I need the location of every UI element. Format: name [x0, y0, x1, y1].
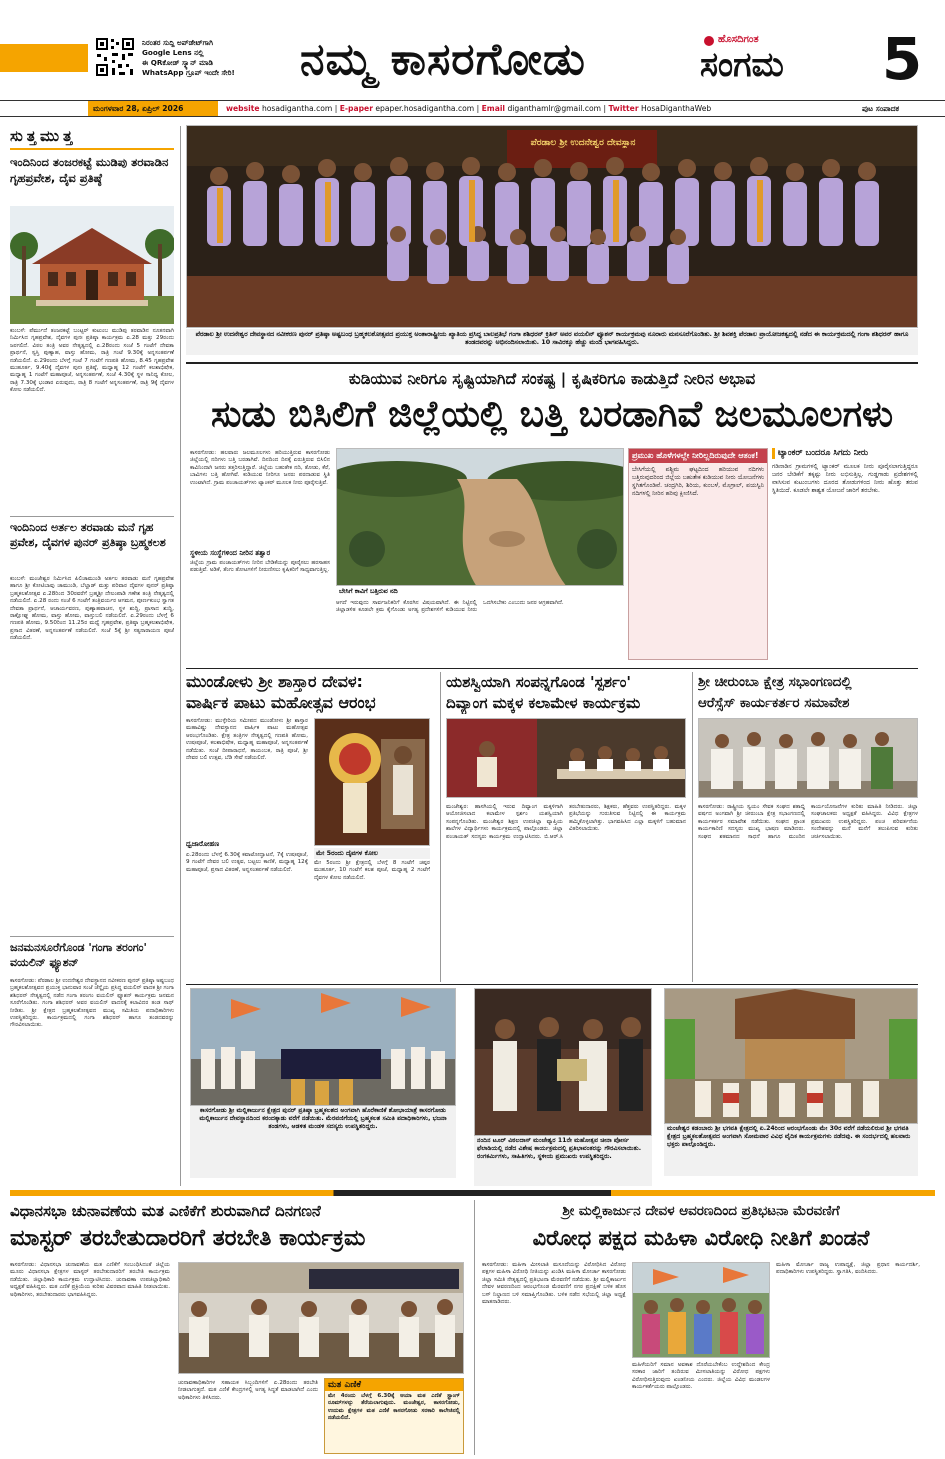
email-label: Email [481, 104, 506, 113]
mid-headline: ಯಶಸ್ವಿಯಾಗಿ ಸಂಪನ್ನಗೊಂಡ 'ಸ್ಪರ್ಶಂ' [446, 673, 631, 691]
sidebar [10, 126, 174, 1186]
training-photo [178, 1262, 464, 1374]
lead-photo [186, 125, 918, 328]
water-col1b: ಜಿಲ್ಲೆಯ ಗ್ರಾಮ ಪಂಚಾಯತ್‌ಗಳು ನೀರಿನ ಬೇಡಿಕೆಯನ್ನು ಪೂರೈಸಲು ಹರಸಾಹಸ ಪಡುತ್ತಿವೆ. ಅಡಿಕೆ, ತೆಂಗು ತೋಟಗಳಿಗೆ ನೀರುಣಿಸಲು ಕೃಷಿಕರಿಗೆ ಸಾಧ್ಯವಾಗುತ್ತಿಲ್ಲ. [190, 560, 330, 574]
story-body: ಕಾಸರಗೋಡು: ಪೆರಡಾಲ ಶ್ರೀ ಉದನೇಶ್ವರ ದೇವಸ್ಥಾನದ ನವೀಕರಣ ಪುನರ್ ಪ್ರತಿಷ್ಠಾ ಅಷ್ಟಬಂಧ ಬ್ರಹ್ಮಕಲಶೋತ್ಸವದ ಪ್ರಯುಕ್ತ ಭಾನುವಾರ ಸಂಜೆ ಚೆನ್ನೈಯ ಪ್ರಸಿದ್ಧ ವಯಲಿನ್ ವಾದಕ ಶ್ರೀ ಗಂಗಾ ಶಶಿಧರನ್ ನೇತೃತ್ವದಲ್ಲಿ ನಡೆದ ಗಂಗಾ ತರಂಗಂ ವಯಲಿನ್ ಫ್ಯೂಶನ್ ಕಾರ್ಯಕ್ರಮ ಜನಮನ ಸೂರೆಗೊಂಡಿತು. ಗಂಗಾ ಶಶಿಧರನ್ ಅವರ ವಯಲಿನ್ ವಾದನಕ್ಕೆ ಕಲಾವಿದರ ತಂಡ ಸಾಥ್ ನೀಡಿತು. ಶ್ರೀ ಕ್ಷೇತ್ರದ ಬ್ರಹ್ಮಕಲಶೋತ್ಸವದ ಮುಖ್ಯ ಸಮಿತಿಯ ಪದಾಧಿಕಾರಿಗಳು ಉಪಸ್ಥಿತರಿದ್ದರು. ಕಾರ್ಯಕ್ರಮದಲ್ಲಿ ಗಂಗಾ ಶಶಿಧರನ್ ಹಾಗೂ ತಂಡದವರನ್ನು ಗೌರವಿಸಲಾಯಿತು. [10, 978, 174, 1029]
issue-date: ಮಂಗಳವಾರ 28, ಏಪ್ರಿಲ್ 2026 [93, 104, 184, 113]
protest-photo [632, 1262, 770, 1358]
photo-row-rule [186, 984, 918, 985]
brand-big: ಸಂಗಮ [700, 45, 784, 85]
water-story-top-rule [186, 362, 918, 364]
sidebox-title: ಪ್ರಮುಖ ಹೊಳೆಗಳಲ್ಲೇ ನೀರಿಲ್ಲದಿರುವುದೇ ಆತಂಕ! [629, 449, 767, 463]
photo-row-caption: ಕಾಸರಗೋಡು ಶ್ರೀ ಮಲ್ಲಿಕಾರ್ಜುನ ಕ್ಷೇತ್ರದ ಪುನರ್ ಪ್ರತಿಷ್ಠಾ ಬ್ರಹ್ಮಕಲಶದ ಅಂಗವಾಗಿ ಹೊರೆಕಾಣಿಕೆ ಶೋಭಾಯಾತ್ರೆ ಕಾಸರಗೋಡು ಮಲ್ಲಿಕಾರ್ಜುನ ದೇವಸ್ಥಾನದಿಂದ ಕರಂದಕ್ಕಾಡು ವರೆಗೆ ನಡೆಯಿತು. ಮೆರವಣಿಗೆಯಲ್ಲಿ ಬ್ರಹ್ಮಕಲಶ ಸಮಿತಿ ಪದಾಧಿಕಾರಿಗಳು, ಭಜನಾ ತಂಡಗಳು, ಆಡಳಿತ ಮಂಡಳಿ ಸದಸ್ಯರು ಉಪಸ್ಥಿತರಿದ್ದರು. [190, 1106, 456, 1178]
award-illustration [475, 989, 652, 1136]
training-illustration [179, 1263, 464, 1374]
story-body: ಮಹಿಳಾ ಮೋರ್ಚಾ ರಾಜ್ಯ ಉಪಾಧ್ಯಕ್ಷೆ, ಜಿಲ್ಲಾ ಪ್ರಧಾನ ಕಾರ್ಯದರ್ಶಿ, ಪದಾಧಿಕಾರಿಗಳು ಉಪಸ್ಥಿತರಿದ್ದರು. ಸ್ವಾಗತಿಸಿ, ವಂದಿಸಿದರು. [776, 1262, 920, 1276]
mid-headline: ವಾರ್ಷಿಕ ಪಾಟು ಮಹೋತ್ಸವ ಆರಂಭ [186, 693, 376, 712]
story-kicker: ಶ್ರೀ ಮಲ್ಲಿಕಾರ್ಜುನ ದೇವಳ ಆವರಣದಿಂದ ಪ್ರತಿಭಟನಾ ಮೆರವಣಿಗೆ [562, 1203, 840, 1219]
mid-body: ಕಾಸರಗೋಡು: ಮುಳ್ಳೇರಿಯ ಸಮೀಪದ ಮುಂಡೋಳು ಶ್ರೀ ಶಾಸ್ತಾರ ಮಹಾವಿಷ್ಣು ದೇವಸ್ಥಾನದ ವಾರ್ಷಿಕ ಪಾಟು ಮಹೋತ್ಸವ ಆರಂಭಗೊಂಡಿತು. ಕ್ಷೇತ್ರ ತಂತ್ರಿಗಳ ನೇತೃತ್ವದಲ್ಲಿ ಗಣಪತಿ ಹೋಮ, ಉಷಃಪೂಜೆ, ಕಲಶಾಭಿಷೇಕ, ಮಧ್ಯಾಹ್ನ ಮಹಾಪೂಜೆ, ಅನ್ನಸಂತರ್ಪಣೆ ನಡೆಯಿತು. ಸಂಜೆ ದೀಪಾರಾಧನೆ, ತಾಯಂಬಕ, ರಾತ್ರಿ ಪೂಜೆ, ಶ್ರೀ ದೇವರ ಬಲಿ ಉತ್ಸವ, ಬೆಡಿ ಸೇವೆ ನಡೆಯಲಿದೆ. [186, 718, 308, 762]
story-headline: ಇಂದಿನಿಂದ ತಂಜರಕಟ್ಟೆ ಮುಡಿಪು ತರವಾಡಿನ ಗೃಹಪ್ರವೇಶ, ದೈವ ಪ್ರತಿಷ್ಠೆ [10, 155, 169, 185]
award-photo [474, 988, 652, 1136]
story-body: ಕುಂಬಳೆ: ಮಂಜೇಶ್ವರ ನಿರ್ಮಿಸಿದ ಪಿಲಿಚಾಮುಂಡಿ ಅರ್ತಲ ತರವಾಡು ಮನೆ ಗೃಹಪ್ರವೇಶ ಹಾಗೂ ಶ್ರೀ ಕೋಟಿಬಾವು ಚಾಮುಂಡಿ, ಬೆಲ್ಚಾಡ್ ಮತ್ತು ಪರಿವಾರ ದೈವಗಳ ಪುನರ್ ಪ್ರತಿಷ್ಠಾ ಬ್ರಹ್ಮಕಲಶೋತ್ಸವ ಏ.28ರಿಂದ 30ರವರೆಗೆ ಬ್ರಹ್ಮಶ್ರೀ ದೇಲಂಪಾಡಿ ಗಣೇಶ ತಂತ್ರಿ ನೇತೃತ್ವದಲ್ಲಿ ನಡೆಯಲಿದೆ. ಏ.28 ರಂದು ಸಂಜೆ 6 ಗಂಟೆಗೆ ತಂತ್ರಿವರ್ಯರ ಆಗಮನ, ಪೂರ್ಣಕುಂಭ ಸ್ವಾಗತ ದೇವತಾ ಪ್ರಾರ್ಥನೆ, ಆಚಾರ್ಯವರಣ, ಪುಣ್ಯಾಹವಾಚನ, ಸ್ಥಳ ಶುದ್ಧಿ, ಪ್ರಾಸಾದ ಶುದ್ಧಿ, ರಾಕ್ಷೋಘ್ನ ಹೋಮ, ವಾಸ್ತು ಹೋಮ, ವಾಸ್ತುಬಲಿ ನಡೆಯಲಿದೆ. ಏ.29ರಂದು ಬೆಳಗ್ಗೆ 6 ಗಣಪತಿ ಹೋಮ, 9.50ರಿಂದ 11.25ರ ಮಧ್ಯೆ ಗೃಹಪ್ರವೇಶ, ಪ್ರತಿಷ್ಠಾ ಬ್ರಹ್ಮಕಲಶಾಭಿಷೇಕ, ಪ್ರಸಾದ ವಿತರಣೆ, ಅನ್ನಸಂತರ್ಪಣೆ ನಡೆಯಲಿದೆ. ಸಂಜೆ 5ಕ್ಕೆ ಶ್ರೀ ಸತ್ಯನಾರಾಯಣ ಪೂಜೆ ನಡೆಯಲಿದೆ. [10, 576, 174, 642]
story-headline: ಇಂದಿನಿಂದ ಅರ್ತಲ ತರವಾಡು ಮನೆ ಗೃಹ ಪ್ರವೇಶ, ದೈವಗಳ ಪುನರ್ ಪ್ರತಿಷ್ಠಾ ಬ್ರಹ್ಮಕಲಶ [10, 516, 174, 550]
bottom-left-story [10, 1200, 468, 1455]
mid-story-2 [446, 672, 686, 982]
story-body: ಮಹಿಳೆಯರಿಗೆ ಸಮಾನ ಅವಕಾಶ ದೊರೆಯಬೇಕೆಂಬ ಉದ್ದೇಶದಿಂದ ಕೇಂದ್ರ ಸರಕಾರ ಜಾರಿಗೆ ತಂದಿರುವ ಮೀಸಲಾತಿಯನ್ನು ವಿರೋಧ ಪಕ್ಷಗಳು ವಿರೋಧಿಸುತ್ತಿರುವುದು ಖಂಡನೀಯ ಎಂದರು. ಜಿಲ್ಲೆಯ ವಿವಿಧ ಮಂಡಲಗಳ ಕಾರ್ಯಕರ್ತೆಯರು ಪಾಲ್ಗೊಂಡರು. [632, 1362, 770, 1391]
story-body: ಕಾಸರಗೋಡು: ವಿಧಾನಸಭಾ ಚುನಾವಣೆಯ ಮತ ಎಣಿಕೆಗೆ ಸಂಬಂಧಿಸಿದಂತೆ ಜಿಲ್ಲೆಯ ಮೂರು ವಿಧಾನಸಭಾ ಕ್ಷೇತ್ರಗಳ ಮಾಸ್ಟರ್ ತರಬೇತುದಾರರಿಗೆ ತರಬೇತಿ ಕಾರ್ಯಕ್ರಮ ನಡೆಯಿತು. ಜಿಲ್ಲಾಧಿಕಾರಿ ಕಾರ್ಯಕ್ರಮ ಉದ್ಘಾಟಿಸಿದರು. ಚುನಾವಣಾ ಉಪಜಿಲ್ಲಾಧಿಕಾರಿ ಅಧ್ಯಕ್ಷತೆ ವಹಿಸಿದ್ದರು. ಮತ ಎಣಿಕೆ ಪ್ರಕ್ರಿಯೆಯ ಕುರಿತು ವಿವರವಾದ ಮಾಹಿತಿ ನೀಡಲಾಯಿತು. ಅಧಿಕಾರಿಗಳು, ತರಬೇತುದಾರರು ಭಾಗವಹಿಸಿದ್ದರು. [10, 1262, 170, 1298]
dry-river-photo [336, 448, 624, 586]
page-number: 5 [881, 25, 923, 93]
procession-photo [190, 988, 456, 1106]
mid-headline: ಶ್ರೀ ಚೀರುಂಬಾ ಕ್ಷೇತ್ರ ಸಭಾಂಗಣದಲ್ಲಿ [698, 674, 852, 690]
qr-instructions [142, 38, 292, 78]
brand-logo [700, 34, 865, 86]
photo-row-caption: ನಂದಿನ ಟೂರ್ ವಿಠಲದಾಸ್ ಮಂಜೇಶ್ವರ 11ನೇ ಮಹೋತ್ಸವ ಚೀನಾ ಪೋರ್ಸ ಫೆಲಾಡಿಯಲ್ಲಿ ನಡೆದ ವಿಶೇಷ ಕಾರ್ಯಕ್ರಮದಲ್ಲಿ ಪ್ರತಿಭಾವಂತರನ್ನು ಗೌರವಿಸಲಾಯಿತು. ರಂಗಕರ್ಮಿಗಳು, ಸಾಹಿತಿಗಳು, ಸ್ಥಳೀಯ ಪ್ರಮುಖರು ಉಪಸ್ಥಿತರಿದ್ದರು. [474, 1136, 652, 1186]
rss-meeting-photo [698, 718, 918, 798]
sidebar-divider [180, 126, 181, 1186]
sidebox-body: ಬೇಸಿಗೆಯಲ್ಲಿ ಪಶ್ಚಿಮ ಘಟ್ಟದಿಂದ ಹರಿಯುವ ನದಿಗಳು ಬತ್ತಿರುವುದರಿಂದ ಜಿಲ್ಲೆಯ ಬಹುತೇಕ ಕುಡಿಯುವ ನೀರು ಯೋಜನೆಗಳು ಸ್ಥಗಿತಗೊಂಡಿವೆ. ಚಂದ್ರಗಿರಿ, ಶಿರಿಯ, ಕುಂಬಳೆ, ಮೊಗ್ರಾಲ್, ಪಯಸ್ವಿನಿ ನದಿಗಳಲ್ಲಿ ನೀರಿನ ಹರಿವು ಕ್ಷೀಣಿಸಿದೆ. [632, 466, 764, 497]
water-headline: ಸುಡು ಬಿಸಿಲಿಗೆ ಜಿಲ್ಲೆಯಲ್ಲಿ ಬತ್ತಿ ಬರಡಾಗಿವೆ ಜಲಮೂಲಗಳು [210, 394, 894, 435]
mid-divider [440, 672, 441, 982]
mid-headline: ಆರೆಸ್ಸೆಸ್ ಕಾರ್ಯಕರ್ತರ ಸಮಾವೇಶ [698, 695, 850, 711]
story-body: ಚುನಾವಣಾಧಿಕಾರಿಗಳ ಸಹಾಯಕ ಸಿಬ್ಬಂದಿಗಳಿಗೆ ಏ.28ರಂದು ತರಬೇತಿ ನೀಡಲಾಗುತ್ತದೆ. ಮತ ಎಣಿಕೆ ಕೇಂದ್ರಗಳಲ್ಲಿ ಅಗತ್ಯ ಸಿದ್ಧತೆ ಮಾಡಲಾಗಿದೆ ಎಂದು ಅಧಿಕಾರಿಗಳು ತಿಳಿಸಿದರು. [178, 1380, 318, 1401]
mid-story-3 [698, 672, 918, 982]
story-headline: ವಿರೋಧ ಪಕ್ಷದ ಮಹಿಳಾ ವಿರೋಧಿ ನೀತಿಗೆ ಖಂಡನೆ [532, 1226, 870, 1250]
group-photo-illustration [187, 126, 918, 328]
website-link[interactable]: hosadigantha.com [261, 104, 333, 113]
brand-small: ಹೊಸದಿಗಂತ [718, 34, 759, 45]
qr-line: WhatsApp ಗ್ರೂಪ್ ಇಂದೇ ಸೇರಿ! [142, 68, 235, 77]
website-label: website [226, 104, 260, 113]
group-illustration [699, 719, 918, 798]
mid-body: ಮೇ 5ರಂದು ಶ್ರೀ ಕ್ಷೇತ್ರದಲ್ಲಿ ಬೆಳಗ್ಗೆ 8 ಗಂಟೆಗೆ ಚಪ್ಪರ ಮುಹೂರ್ತ, 10 ಗಂಟೆಗೆ ಕಲಶ ಪೂಜೆ, ಮಧ್ಯಾಹ್ನ 2 ಗಂಟೆಗೆ ದೈವಗಳ ಕೋಲ ನಡೆಯಲಿದೆ. [314, 860, 430, 881]
mid-top-rule [186, 668, 918, 669]
mid-body: ಕಾಸರಗೋಡು: ರಾಷ್ಟ್ರೀಯ ಸ್ವಯಂ ಸೇವಕ ಸಂಘದ ಶತಾಬ್ದಿ ವರ್ಷದ ಅಂಗವಾಗಿ ಶ್ರೀ ಚೀರುಂಬಾ ಕ್ಷೇತ್ರ ಸಭಾಂಗಣದಲ್ಲಿ ಕಾರ್ಯಕರ್ತರ ಸಮಾವೇಶ ನಡೆಯಿತು. ಸಂಘದ ಪ್ರಾಂತ ಕಾರ್ಯಕಾರಿಣಿ ಸದಸ್ಯರು ಮುಖ್ಯ ಭಾಷಣ ಮಾಡಿದರು. ಸಂಘದ ಶತಮಾನದ ಸಾಧನೆ ಹಾಗೂ ಮುಂದಿನ ಕಾರ್ಯಯೋಜನೆಗಳ ಕುರಿತು ಮಾಹಿತಿ ನೀಡಿದರು. ಜಿಲ್ಲಾ ಸಂಘಚಾಲಕರು ಅಧ್ಯಕ್ಷತೆ ವಹಿಸಿದ್ದರು. ವಿವಿಧ ಕ್ಷೇತ್ರಗಳ ಪ್ರಮುಖರು ಉಪಸ್ಥಿತರಿದ್ದರು. ಪಂಚ ಪರಿವರ್ತನೆಯ ಸಂದೇಶವನ್ನು ಮನೆ ಮನೆಗೆ ತಲುಪಿಸುವ ಕುರಿತು ಚರ್ಚಿಸಲಾಯಿತು. [698, 804, 918, 840]
ritual-illustration [665, 989, 918, 1124]
story-headline: ಜನಮನಸೂರೆಗೊಂಡ 'ಗಂಗಾ ತರಂಗಂ' ವಯಲಿನ್ ಫ್ಯೂಶನ್ [10, 936, 174, 970]
photo-row-caption: ಮಂಜೇಶ್ವರ ಕಡಂಬಾರು ಶ್ರೀ ಭಗವತಿ ಕ್ಷೇತ್ರದಲ್ಲಿ ಏ.24ರಿಂದ ಆರಂಭಗೊಂಡು ಮೇ 30ರ ವರೆಗೆ ನಡೆಯಲಿರುವ ಶ್ರೀ ಭಗವತಿ ಕ್ಷೇತ್ರದ ಬ್ರಹ್ಮಕಲಶೋತ್ಸವದ ಅಂಗವಾಗಿ ಸೋಮವಾರ ವಿವಿಧ ವೈದಿಕ ಕಾರ್ಯಕ್ರಮಗಳು ನಡೆದವು. ಈ ಸಂದರ್ಭದಲ್ಲಿ ಹಲವಾರು ಭಕ್ತರು ಪಾಲ್ಗೊಂಡಿದ್ದರು. [664, 1124, 918, 1176]
mid-photo-caption: ಮೇ 5ರಂದು ದೈವಗಳ ಕೋಲ [314, 848, 430, 859]
right-title: ಟ್ಯಾಂಕರ್ ಬಂದರೂ ಸಿಗದು ನೀರು [772, 448, 918, 459]
mid-divider [692, 672, 693, 982]
water-kicker: ಕುಡಿಯುವ ನೀರಿಗೂ ಸೃಷ್ಟಿಯಾಗಿದೆ ಸಂಕಷ್ಟ | ಕೃಷಿಕರಿಗೂ ಕಾಡುತ್ತಿದೆ ನೀರಿನ ಅಭಾವ [348, 370, 756, 388]
procession-illustration [191, 989, 456, 1106]
water-right-column [772, 448, 918, 660]
masthead-title: ನಮ್ಮ ಕಾಸರಗೋಡು [300, 34, 586, 85]
temple-deity-photo [314, 718, 430, 846]
right-body: ಗಡಿನಾಡಿನ ಗ್ರಾಮಗಳಲ್ಲಿ ಟ್ಯಾಂಕರ್ ಮೂಲಕ ನೀರು ಪೂರೈಸಲಾಗುತ್ತಿದ್ದರೂ ಜನರ ಬೇಡಿಕೆಗೆ ತಕ್ಕಷ್ಟು ನೀರು ಲಭಿಸುತ್ತಿಲ್ಲ. ಗುಡ್ಡಗಾಡು ಪ್ರದೇಶಗಳಲ್ಲಿ ವಾಸಿಸುವ ಕುಟುಂಬಗಳು ದೂರದ ತೋಡುಗಳಿಂದ ನೀರು ಹೊತ್ತು ತರುವ ಸ್ಥಿತಿಯಿದೆ. ಕೂಡಲೇ ಶಾಶ್ವತ ಯೋಜನೆ ಜಾರಿಗೆ ತರಬೇಕು. [772, 463, 918, 494]
bottom-right-story [482, 1200, 920, 1455]
orange-bar [0, 44, 88, 72]
protest-illustration [633, 1263, 770, 1358]
story-body: ಕಾಸರಗೋಡು: ಮಹಿಳಾ ಮೀಸಲಾತಿ ಮಸೂದೆಯನ್ನು ವಿರೋಧಿಸಿದ ವಿರೋಧ ಪಕ್ಷಗಳ ಮಹಿಳಾ ವಿರೋಧಿ ನೀತಿಯನ್ನು ಖಂಡಿಸಿ ಮಹಿಳಾ ಮೋರ್ಚಾ ಕಾಸರಗೋಡು ಜಿಲ್ಲಾ ಸಮಿತಿ ನೇತೃತ್ವದಲ್ಲಿ ಪ್ರತಿಭಟನಾ ಮೆರವಣಿಗೆ ನಡೆಯಿತು. ಶ್ರೀ ಮಲ್ಲಿಕಾರ್ಜುನ ದೇವಳ ಆವರಣದಿಂದ ಆರಂಭಗೊಂಡ ಮೆರವಣಿಗೆ ನಗರ ಪ್ರದಕ್ಷಿಣೆ ಬಳಿಕ ಹೊಸ ಬಸ್ ನಿಲ್ದಾಣದ ಬಳಿ ಸಮಾಪ್ತಿಗೊಂಡಿತು. ಬಳಿಕ ನಡೆದ ಸಭೆಯಲ್ಲಿ ಜಿಲ್ಲಾ ಅಧ್ಯಕ್ಷೆ ಮಾತನಾಡಿದರು. [482, 1262, 626, 1306]
count-box-title: ಮತ ಎಣಿಕೆ [325, 1379, 463, 1391]
mid-body: ಏ.28ರಂದು ಬೆಳಗ್ಗೆ 6.30ಕ್ಕೆ ಕವಾಟೋದ್ಘಾಟನೆ, 7ಕ್ಕೆ ಉಷಃಪೂಜೆ, 9 ಗಂಟೆಗೆ ದೇವರ ಬಲಿ ಉತ್ಸವ, ಬಟ್ಟಲು ಕಾಣಿಕೆ, ಮಧ್ಯಾಹ್ನ 12ಕ್ಕೆ ಮಹಾಪೂಜೆ, ಪ್ರಸಾದ ವಿತರಣೆ, ಅನ್ನಸಂತರ್ಪಣೆ ನಡೆಯಲಿದೆ. [186, 852, 308, 873]
water-col2: ಆಗದೆ ಇರುವುದು ಸಾರ್ವಜನಿಕರಿಗೆ ಕೊರಗಿನ ವಿಷಯವಾಗಿದೆ. ಈ ನಿಟ್ಟಿನಲ್ಲಿ ಜಿಲ್ಲಾಡಳಿತ ಕೂಡಲೇ ಕ್ರಮ ಕೈಗೊಂಡು ಅಗತ್ಯ ಪ್ರದೇಶಗಳಿಗೆ ಕುಡಿಯುವ ನೀರು ಒದಗಿಸಬೇಕು ಎಂಬುದು ಜನರ ಆಗ್ರಹವಾಗಿದೆ. [336, 600, 564, 614]
lead-photo-caption: ಪೆರಡಾಲ ಶ್ರೀ ಉದನೇಶ್ವರ ದೇವಸ್ಥಾನದ ನವೀಕರಣ ಪುನರ್ ಪ್ರತಿಷ್ಠಾ ಅಷ್ಟಬಂಧ ಬ್ರಹ್ಮಕಲಶೋತ್ಸವದ ಪ್ರಯುಕ್ತ ಅಂತಾರಾಷ್ಟ್ರೀಯ ಖ್ಯಾತಿಯ ಪ್ರಸಿದ್ಧ ಬಾಲಪ್ರತಿಭೆ ಗಂಗಾ ಶಶಿಧರನ್ ಕ್ರಿತಿನ್ ಅವರ ವಯಲಿನ್ ಫ್ಯೂಶನ್ ಕಾರ್ಯಕ್ರಮವು ನೂರಾರು ಮನಸೂರೆಗೊಂಡಿತು. ಶ್ರೀ ಶಿವಶಕ್ತಿ ಪೆರಡಾಲ ಪ್ರಾಯೋಜಕತ್ವದಲ್ಲಿ ನಡೆದ ಈ ಕಾರ್ಯಕ್ರಮದಲ್ಲಿ ಗಂಗಾ ಶಶಿಧರನ್ ಹಾಗೂ ತಂಡದವರನ್ನು ಅಭಿನಂದಿಸಲಾಯಿತು. 10 ಸಾವಿರಕ್ಕೂ ಹೆಚ್ಚು ಮಂದಿ ಭಾಗವಹಿಸಿದ್ದರು. [186, 329, 918, 355]
bottom-decor-bar [10, 1190, 935, 1196]
epaper-label: E-paper [339, 104, 373, 113]
count-box-body: ಮೇ 4ರಂದು ಬೆಳಗ್ಗೆ 6.30ಕ್ಕೆ ಆಯಾ ಮತ ಎಣಿಕೆ ಸ್ಟ್ರಾಂಗ್ ರೂಮ್‌ಗಳನ್ನು ತೆರೆಯಲಾಗುವುದು. ಮಂಜೇಶ್ವರ, ಕಾಸರಗೋಡು, ಉದುಮ ಕ್ಷೇತ್ರಗಳ ಮತ ಎಣಿಕೆ ಕಾಸರಗೋಡು ಸರಕಾರಿ ಕಾಲೇಜಿನಲ್ಲಿ ನಡೆಯಲಿದೆ. [328, 1393, 460, 1422]
story-body: ಕುಂಬಳೆ: ಪೆರ್ಮುದೆ ತಂಜರಕಟ್ಟೆ ಬಂಟ್ಟರ್ ಕುಟುಂಬ ಮುಡಿಪು ತರವಾಡಿನ ನೂತನವಾಗಿ ನಿರ್ಮಿಸಿದ ಗೃಹಪ್ರವೇಶ, ದೈವಗಳ ಪುನಃ ಪ್ರತಿಷ್ಠಾ ಕಾರ್ಯಕ್ರಮ ಏ.28 ಮತ್ತು 29ರಂದು ಜರಗಲಿದೆ. ವಿಠಲ ತಂತ್ರಿ ಅವರ ನೇತೃತ್ವದಲ್ಲಿ ಏ.28ರಂದು ಸಂಜೆ 5 ಗಂಟೆಗೆ ದೇವತಾ ಪ್ರಾರ್ಥನೆ, ಸ್ವಸ್ತಿ ಪುಣ್ಯಾಹ, ವಾಸ್ತು ಹೋಮ, ರಾತ್ರಿ ಗಂಟೆ 9.30ಕ್ಕೆ ಅನ್ನಸಂತರ್ಪಣೆ ನಡೆಯಲಿದೆ. ಏ.29ರಂದು ಬೆಳಗ್ಗೆ ಗಂಟೆ 7 ಗಂಟೆಗೆ ಗಣಪತಿ ಹೋಮ, 8.45 ಗೃಹಪ್ರವೇಶ ಮುಹೂರ್ತ, 9.40ಕ್ಕೆ ದೈವಗಳ ಪುನಃ ಪ್ರತಿಷ್ಠೆ, ಮಧ್ಯಾಹ್ನ 12 ಗಂಟೆಗೆ ಕಲಶಾಭಿಷೇಕ, ಮಧ್ಯಾಹ್ನ 1 ಗಂಟೆಗೆ ಮಹಾಪೂಜೆ, ಅನ್ನಸಂತರ್ಪಣೆ, ಸಂಜೆ 4.30ಕ್ಕೆ ಸ್ಥಳ ಸಾನಿಧ್ಯ ಕೋಲ, ರಾತ್ರಿ 7.30ಕ್ಕೆ ಭಂಡಾರ ಏರುವುದು, ರಾತ್ರಿ 8 ಗಂಟೆಗೆ ಅನ್ನಸಂತರ್ಪಣೆ, ರಾತ್ರಿ 9ಕ್ಕೆ ದೈವಗಳ ಕೋಲ ನಡೆಯಲಿದೆ. [10, 328, 174, 394]
section-label [10, 126, 174, 150]
temple-banner: ಪೆರಡಾಲ ಶ್ರೀ ಉದನೇಶ್ವರ ದೇವಸ್ಥಾನ [530, 138, 636, 148]
qr-line: Google Lens ನಲ್ಲಿ [142, 48, 204, 57]
masthead [0, 0, 945, 118]
dry-river-caption: ಬೇಸಿಗೆ ಕಾವಿಗೆ ಬತ್ತಿರುವ ನದಿ [339, 587, 398, 595]
deity-illustration [315, 719, 430, 846]
section-label-text: ಸುತ್ತಮುತ್ತ [10, 127, 77, 145]
mid-headline: ಮುಂಡೋಳು ಶ್ರೀ ಶಾಸ್ತಾರ ದೇವಳ: [186, 672, 363, 691]
temple-ritual-photo [664, 988, 918, 1124]
river-illustration [337, 449, 624, 586]
kalamela-photo [446, 718, 686, 798]
twitter-label: Twitter [608, 104, 639, 113]
edition-label: ಪುಟ ಸಂಪಾದಕ [862, 104, 900, 113]
masthead-info-bar [0, 100, 945, 117]
mid-story-1 [186, 672, 434, 982]
story-headline: ಮಾಸ್ಟರ್ ತರಬೇತುದಾರರಿಗೆ ತರಬೇತಿ ಕಾರ್ಯಕ್ರಮ [10, 1225, 366, 1251]
water-subhead: ಸ್ಥಳೀಯ ಸಂಸ್ಥೆಗಳಿಂದ ನೀರಿನ ತತ್ವಾರ [190, 549, 271, 557]
story-kicker: ವಿಧಾನಸಭಾ ಚುನಾವಣೆಯ ಮತ ಎಣಿಕೆಗೆ ಶುರುವಾಗಿದೆ ದಿನಗಣನೆ [10, 1202, 321, 1220]
email-link[interactable]: diganthamlr@gmail.com [507, 104, 602, 113]
contact-strip: website hosadigantha.com | E-paper epaper.hosadigantha.com | Email diganthamlr@gmail.com | Twitter HosaDiganthaWeb [226, 104, 712, 113]
meeting-illustration [447, 719, 686, 798]
qr-line: ಈ QRಕೋಡ್ ಸ್ಕ್ಯಾನ್ ಮಾಡಿ [142, 58, 214, 67]
house-illustration [10, 206, 174, 324]
qr-line: ನಿರಂತರ ಸುದ್ದಿ ಅಪ್‌ಡೇಟ್‌ಗಾಗಿ [142, 38, 214, 47]
mid-headline: ದಿವ್ಯಾಂಗ ಮಕ್ಕಳ ಕಲಾಮೇಳ ಕಾರ್ಯಕ್ರಮ [446, 694, 641, 712]
mid-body: ಮಂಜೇಶ್ವರ: ಹಾಸಗಿಯಲ್ಲಿ ಇರುವ ದಿವ್ಯಾಂಗ ಮಕ್ಕಳಿಗಾಗಿ ಆಯೋಜಿಸಲಾದ ಕಲಾಮೇಳ ಸ್ಪರ್ಶಂ ಯಶಸ್ವಿಯಾಗಿ ಸಂಪನ್ನಗೊಂಡಿತು. ಮಂಜೇಶ್ವರ ಶಿಕ್ಷಣ ಉಪಜಿಲ್ಲಾ ವ್ಯಾಪ್ತಿಯ ಶಾಲೆಗಳ ವಿದ್ಯಾರ್ಥಿಗಳು ಕಾರ್ಯಕ್ರಮದಲ್ಲಿ ಪಾಲ್ಗೊಂಡರು. ಜಿಲ್ಲಾ ಪಂಚಾಯತ್ ಸದಸ್ಯರು ಕಾರ್ಯಕ್ರಮ ಉದ್ಘಾಟಿಸಿದರು. ಬಿ.ಆರ್.ಸಿ ತರಬೇತುದಾರರು, ಶಿಕ್ಷಕರು, ಹೆತ್ತವರು ಉಪಸ್ಥಿತರಿದ್ದರು. ಮಕ್ಕಳ ಪ್ರತಿಭೆಯನ್ನು ಗುರುತಿಸುವ ನಿಟ್ಟಿನಲ್ಲಿ ಈ ಕಾರ್ಯಕ್ರಮ ಹಮ್ಮಿಕೊಳ್ಳಲಾಗಿತ್ತು. ಭಾಗವಹಿಸಿದ ಎಲ್ಲಾ ಮಕ್ಕಳಿಗೆ ಬಹುಮಾನ ವಿತರಿಸಲಾಯಿತು. [446, 804, 686, 840]
water-sidebox [628, 448, 768, 660]
epaper-link[interactable]: epaper.hosadigantha.com [375, 104, 475, 113]
qr-code-icon[interactable] [94, 36, 136, 78]
count-box [324, 1378, 464, 1454]
bottom-divider [474, 1200, 475, 1455]
date-box [88, 101, 218, 116]
mid-subhead: ಧ್ವಜಾರೋಹಣ [186, 840, 220, 848]
water-col1: ಕಾಸರಗೋಡು: ಹಲವಾರು ಜಲಮೂಲಗಳು ಹರಿಯುತ್ತಿರುವ ಕಾಸರಗೋಡು ಜಿಲ್ಲೆಯಲ್ಲಿ ನದಿಗಳು ಬತ್ತಿ ಬರಡಾಗಿವೆ. ದಿನದಿಂದ ದಿನಕ್ಕೆ ಏರುತ್ತಿರುವ ಬಿಸಿಲಿನ ಕಾವಿನಿಂದಾಗಿ ಜನರು ತತ್ತರಿಸುತ್ತಿದ್ದಾರೆ. ಜಿಲ್ಲೆಯ ಬಹುತೇಕ ನದಿ, ತೋಡು, ಕೆರೆ, ಬಾವಿಗಳು ಬತ್ತಿ ಹೋಗಿವೆ. ಕುಡಿಯುವ ನೀರಿಗೂ ಜನರು ಪರದಾಡುವ ಸ್ಥಿತಿ ಉಂಟಾಗಿದೆ. ಗ್ರಾಮ ಪಂಚಾಯತ್‌ಗಳು ಟ್ಯಾಂಕರ್ ಮೂಲಕ ನೀರು ಪೂರೈಸುತ್ತಿವೆ. [190, 450, 330, 486]
twitter-link[interactable]: HosaDiganthaWeb [641, 104, 712, 113]
